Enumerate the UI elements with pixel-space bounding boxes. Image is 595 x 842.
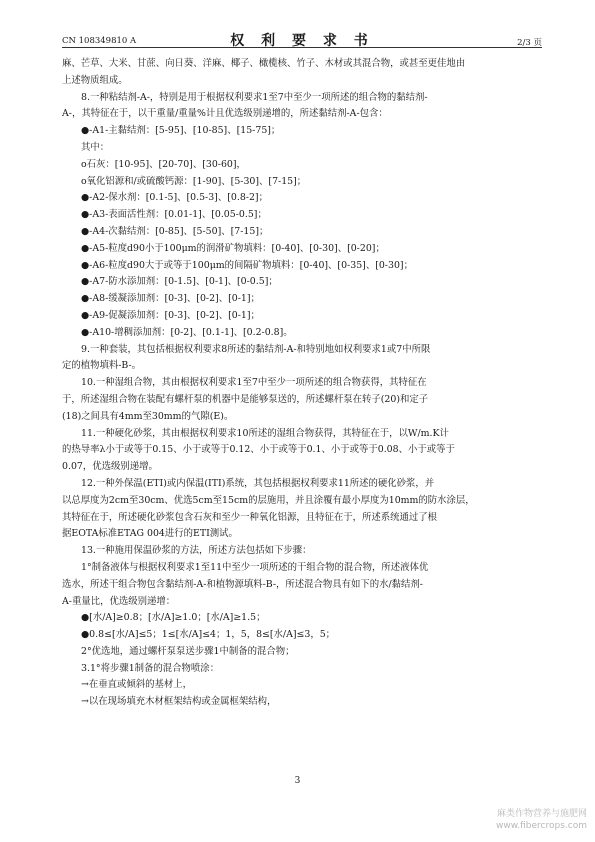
text-line: 以总厚度为2cm至30cm、优选5cm至15cm的层施用，并且涂覆有最小厚度为10mm的防水涂层， — [62, 494, 475, 506]
text-line: 选水，所述干组合物包含黏结剂-A-和植物源填料-B-，所述混合物具有如下的水/黏结剂- — [62, 578, 423, 590]
list-item: →在垂直或倾斜的基材上， — [81, 679, 192, 691]
list-item: ●0.8≤[水/A]≤5；1≤[水/A]≤4；1，5，8≤[水/A]≤3，5； — [81, 629, 336, 641]
text-line: A-重量比，优选级别递增： — [62, 595, 176, 607]
text-line: A-，其特征在于，以干重量/重量%计且优选级别递增的，所述黏结剂-A-包含： — [62, 108, 388, 120]
watermark — [496, 808, 587, 832]
list-item: o石灰：[10-95]、[20-70]、[30-60]， — [81, 158, 246, 170]
claim-12-start: 12.一种外保温(ETI)或内保温(ITI)系统，其包括根据权利要求11所述的硬化砂浆，并 — [81, 477, 435, 489]
claim-10-start: 10.一种湿组合物，其由根据权利要求1至7中至少一项所述的组合物获得，其特征在 — [81, 377, 427, 389]
list-item: ●-A10-增稠添加剂：[0-2]、[0.1-1]、[0.2-0.8]。 — [81, 326, 293, 338]
text-line: 其特征在于，所述硬化砂浆包含石灰和至少一种氧化铝源，且特征在于，所述系统通过了根 — [62, 511, 438, 523]
text-line: 上述物质组成。 — [62, 74, 128, 86]
step-line: 2°优选地，通过螺杆泵泵送步骤1中制备的混合物； — [81, 645, 295, 657]
text-line: 其中： — [81, 141, 110, 153]
text-line: 于，所述湿组合物在装配有螺杆泵的机器中是能够泵送的，所述螺杆泵在转子(20)和定子 — [62, 393, 429, 405]
text-line: (18)之间具有4mm至30mm的气隙(E)。 — [62, 410, 234, 422]
text-line: 0.07，优选级别递增。 — [62, 461, 158, 473]
list-item: o氧化铝源和/或硫酸钙源：[1-90]、[5-30]、[7-15]； — [81, 175, 307, 187]
text-line: 的热导率λ小于或等于0.15、小于或等于0.12、小于或等于0.1、小于或等于0.08、小于或等于 — [62, 444, 455, 456]
document-title: 权 利 要 求 书 — [230, 33, 374, 49]
watermark-line: www.fibercrops.com — [496, 821, 587, 831]
page-number: 3 — [294, 776, 301, 786]
text-line: 麻、芒草、大米、甘蔗、向日葵、洋麻、椰子、橄榄核、竹子、木材或其混合物，或甚至更佳地由 — [62, 58, 466, 69]
list-item: ●-A9-促凝添加剂：[0-3]、[0-2]、[0-1]； — [81, 309, 260, 321]
step-line: 1°制备液体与根据权利要求1至11中至少一项所述的干组合物的混合物，所述液体优 — [81, 561, 429, 573]
text-line: 据EOTA标准ETAG 004进行的ETI测试。 — [62, 528, 238, 540]
step-line: 3.1°将步骤1制备的混合物喷涂： — [81, 662, 220, 674]
list-item: ●[水/A]≥0.8；[水/A]≥1.0；[水/A]≥1.5； — [81, 612, 266, 624]
list-item: ●-A4-次黏结剂：[0-85]、[5-50]、[7-15]； — [81, 225, 269, 237]
list-item: ●-A5-粒度d90小于100μm的润滑矿物填料：[0-40]、[0-30]、[0-20]； — [81, 242, 385, 254]
claim-11-start: 11.一种硬化砂浆，其由根据权利要求10所述的湿组合物获得，其特征在于，以W/m.K计 — [81, 427, 449, 439]
claim-13-start: 13.一种施用保温砂浆的方法，所述方法包括如下步骤： — [81, 545, 312, 557]
claim-9-start: 9.一种套装，其包括根据权利要求8所述的黏结剂-A-和特别地如权利要求1或7中所限 — [81, 343, 431, 355]
claim-8-start: 8.一种粘结剂-A-，特别是用于根据权利要求1至7中至少一项所述的组合物的黏结剂- — [81, 91, 428, 103]
patent-number: CN 108349810 A — [62, 36, 137, 46]
list-item: ●-A1-主黏结剂：[5-95]、[10-85]、[15-75]； — [81, 125, 281, 137]
page-header — [62, 26, 542, 48]
list-item: →以在现场填充木材框架结构或金属框架结构， — [81, 696, 277, 708]
watermark-line: 麻类作物营养与施肥网 — [496, 809, 587, 819]
list-item: ●-A3-表面活性剂：[0.01-1]、[0.05-0.5]； — [81, 209, 267, 221]
list-item: ●-A6-粒度d90大于或等于100μm的间隔矿物填料：[0-40]、[0-35]、[0-30]； — [81, 259, 413, 271]
text-line: 定的植物填料-B-。 — [62, 360, 142, 372]
page-indicator: 2/3 页 — [517, 38, 542, 48]
list-item: ●-A8-缓凝添加剂：[0-3]、[0-2]、[0-1]； — [81, 293, 260, 305]
claims-body — [62, 56, 542, 711]
list-item: ●-A7-防水添加剂：[0-1.5]、[0-1]、[0-0.5]； — [81, 276, 278, 288]
list-item: ●-A2-保水剂：[0.1-5]、[0.5-3]、[0.8-2]； — [81, 192, 268, 204]
